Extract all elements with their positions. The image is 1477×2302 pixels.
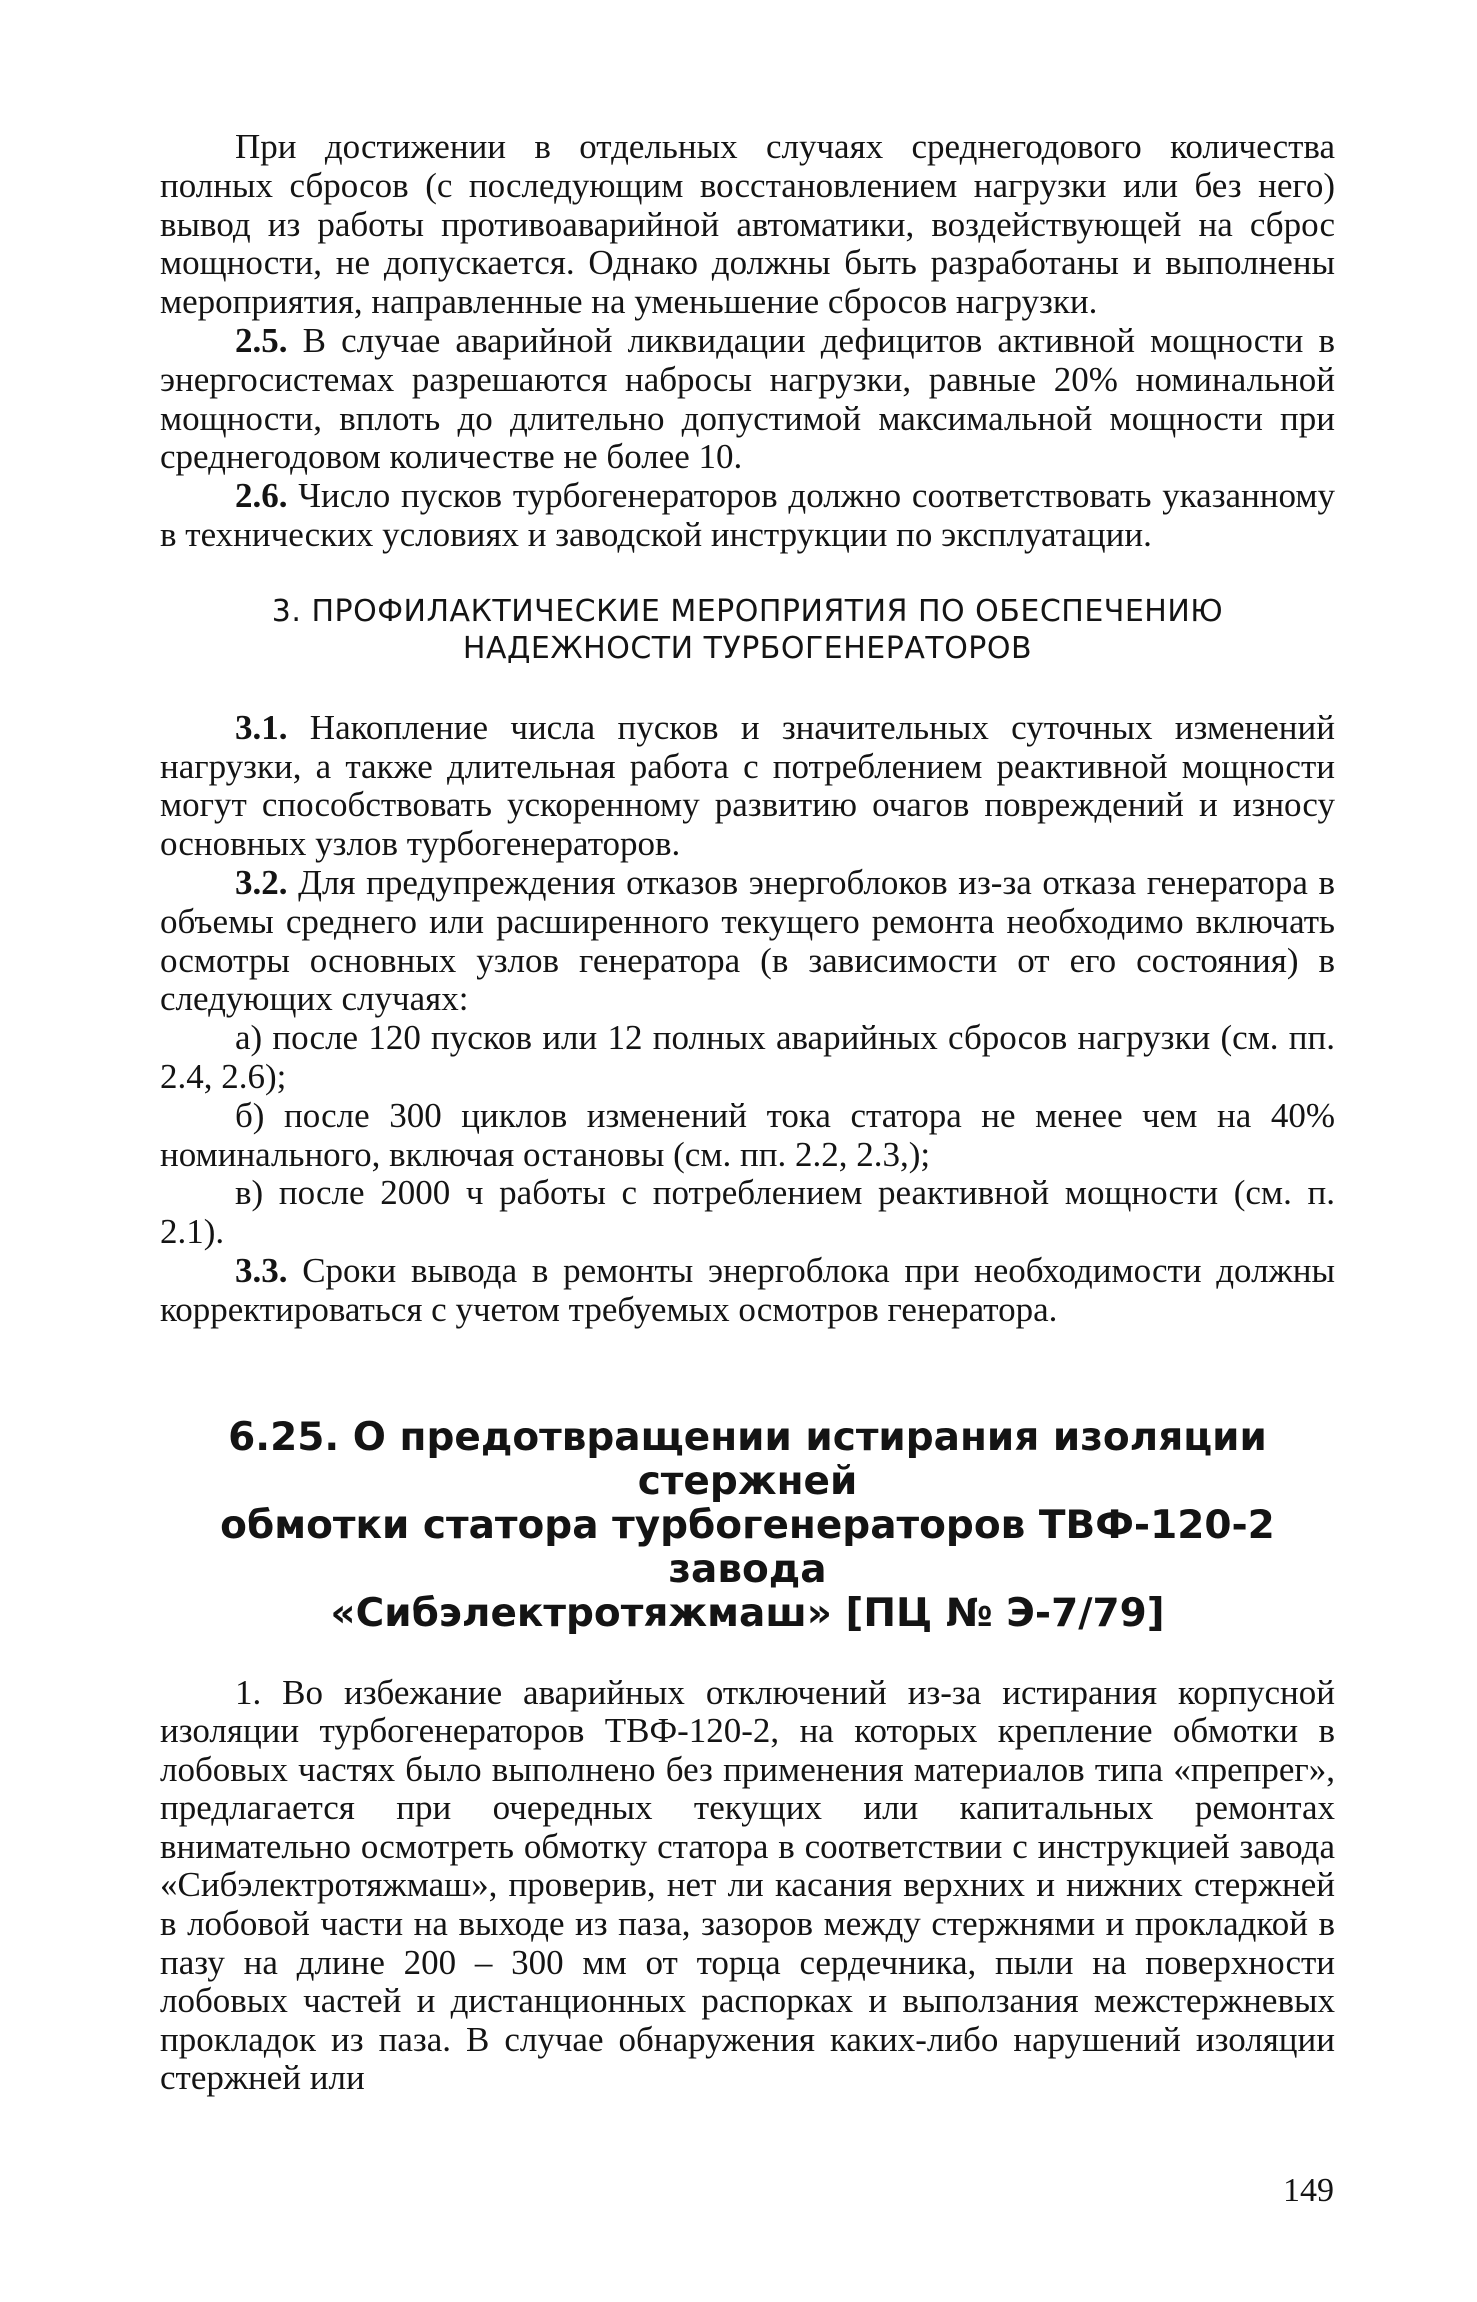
paragraph-3-3	[160, 1252, 1335, 1330]
page-content	[160, 128, 1335, 2098]
document-6-25-heading	[154, 1416, 1341, 1636]
paragraph-1: 1. Во избежание аварийных отключений из-за истирания корпусной изоляции турбогенераторов ТВФ-120-2, на которых крепление обмотки в лобовых частях было выполнено без применения материалов типа «препрег», предлагается при очередных текущих или капитальных ремонтах внимательно осмотреть обмотку статора в соответствии с инструкцией завода «Сибэлектротяжмаш», проверив, нет ли касания верхних и нижних стержней в лобовой части на выходе из паза, зазоров между стержнями и прокладкой в пазу на длине 200 – 300 мм от торца сердечника, пыли на поверхности лобовых частей и дистанционных распорках и выползания межстержневых прокладок из паза. В случае обнаружения каких-либо нарушений изоляции стержней или	[160, 1672, 1335, 2098]
clause-text: В случае аварийной ликвидации дефицитов активной мощности в энергосистемах разрешаются набросы нагрузки, равные 20% номинальной мощности, вплоть до длительно допустимой максимальной мощности при среднегодовом количестве не более 10.	[160, 320, 1335, 477]
clause-number: 2.6.	[235, 476, 288, 516]
clause-number: 3.1.	[235, 707, 288, 747]
paragraph-3-2	[160, 864, 1335, 1019]
document-heading-line-2: обмотки статора турбогенераторов ТВФ-120-2 завода	[220, 1502, 1275, 1592]
list-item-b: б) после 300 циклов изменений тока статора не менее чем на 40% номинального, включая остановы (см. пп. 2.2, 2.3,);	[160, 1095, 1335, 1174]
clause-text: Число пусков турбогенераторов должно соответствовать указанному в технических условиях и заводской инструкции по эксплуатации.	[160, 476, 1336, 554]
document-heading-line-3: «Сибэлектротяжмаш» [ПЦ № Э-7/79]	[330, 1590, 1165, 1636]
list-item-c: в) после 2000 ч работы с потреблением реактивной мощности (см. п. 2.1).	[160, 1173, 1335, 1252]
document-6-25-body	[160, 1674, 1335, 2099]
clause-number: 3.3.	[235, 1250, 288, 1290]
intro-paragraph: При достижении в отдельных случаях среднегодового количества полных сбросов (с последующим восстановлением нагрузки или без него) вывод из работы противоаварийной автоматики, воздействующей на сброс мощности, не допускается. Однако должны быть разработаны и выполнены мероприятия, направленные на уменьшение сбросов нагрузки.	[160, 127, 1335, 322]
list-item-a: а) после 120 пусков или 12 полных аварийных сбросов нагрузки (см. пп. 2.4, 2.6);	[160, 1018, 1335, 1096]
section-3-heading	[160, 593, 1335, 667]
clause-number: 2.5.	[235, 320, 288, 360]
document-heading-line-1: 6.25. О предотвращении истирания изоляции стержней	[228, 1414, 1267, 1504]
clause-text: Для предупреждения отказов энергоблоков из-за отказа генератора в объемы среднего или расширенного текущего ремонта необходимо включать осмотры основных узлов генератора (в зависимости от его состояния) в следующих случаях:	[160, 862, 1336, 1019]
paragraph-3-1	[160, 709, 1335, 864]
clause-text: Сроки вывода в ремонты энергоблока при необходимости должны корректироваться с учетом требуемых осмотров генератора.	[160, 1250, 1335, 1329]
section-3-heading-line-1: 3. ПРОФИЛАКТИЧЕСКИЕ МЕРОПРИЯТИЯ ПО ОБЕСПЕЧЕНИЮ	[271, 593, 1224, 629]
clause-text: Накопление числа пусков и значительных суточных изменений нагрузки, а также длительная работа с потреблением реактивной мощности могут способствовать ускоренному развитию очагов повреждений и износу основных узлов турбогенераторов.	[160, 707, 1335, 864]
paragraph-2-5	[160, 322, 1335, 477]
section-3-heading-line-2: НАДЕЖНОСТИ ТУРБОГЕНЕРАТОРОВ	[462, 630, 1033, 666]
page-number: 149	[1283, 2172, 1334, 2209]
clause-number: 3.2.	[235, 862, 288, 902]
paragraph-2-6	[160, 477, 1335, 555]
